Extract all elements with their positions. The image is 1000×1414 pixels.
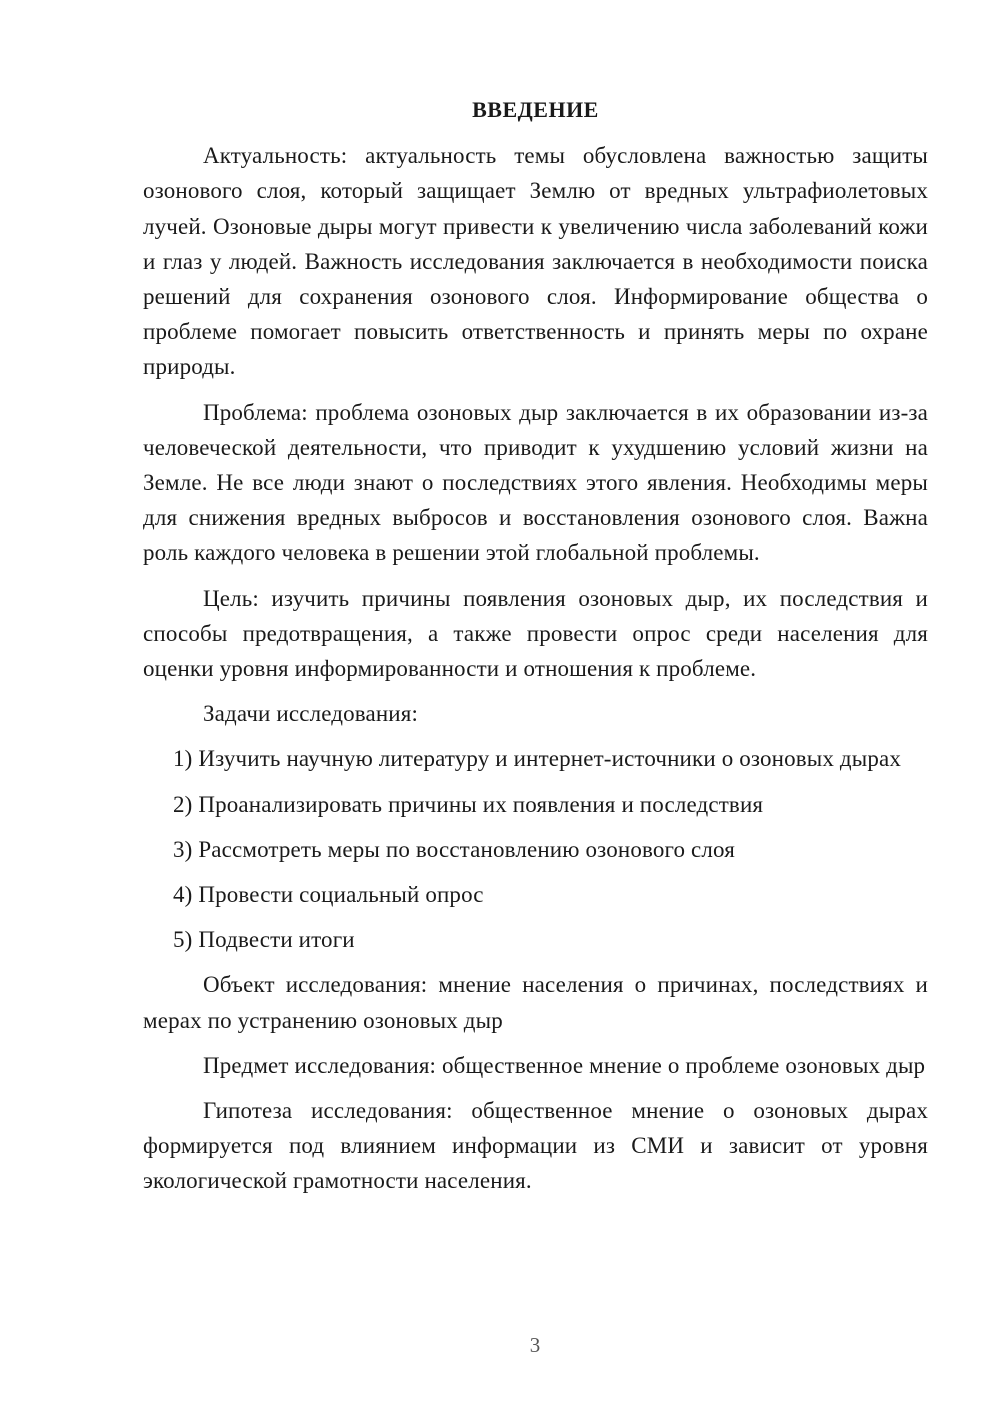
document-page (143, 92, 928, 1209)
task-item: 3) Рассмотреть меры по восстановлению озонового слоя (173, 836, 735, 862)
subject-paragraph: Предмет исследования: общественное мнение о проблеме озоновых дыр (203, 1052, 926, 1078)
section-title: ВВЕДЕНИЕ (472, 97, 599, 122)
relevance-paragraph: Актуальность: актуальность темы обусловлена важностью защиты озонового слоя, который защищает Землю от вредных ультрафиолетовых лучей. Озоновые дыры могут привести к увеличению числа заболеваний кожи и глаз у людей. Важность исследования заключается в необходимости поиска решений для сохранения озонового слоя. Информирование общества о проблеме помогает повысить ответственность и принять меры по охране природы. (143, 143, 928, 380)
object-paragraph: Объект исследования: мнение населения о причинах, последствиях и мерах по устранению озоновых дыр (143, 972, 928, 1033)
tasks-heading: Задачи исследования: (203, 701, 419, 727)
task-item: 2) Проанализировать причины их появления и последствия (173, 791, 764, 817)
hypothesis-paragraph: Гипотеза исследования: общественное мнение о озоновых дырах формируется под влиянием информации из СМИ и зависит от уровня экологической грамотности населения. (143, 1098, 928, 1194)
tasks-list (143, 741, 928, 957)
page-number: 3 (529, 1333, 541, 1357)
problem-paragraph: Проблема: проблема озоновых дыр заключается в их образовании из-за человеческой деятельности, что приводит к ухудшению условий жизни на Земле. Не все люди знают о последствиях этого явления. Необходимы меры для снижения вредных выбросов и восстановления озонового слоя. Важна роль каждого человека в решении этой глобальной проблемы. (143, 399, 928, 566)
task-item: 5) Подвести итоги (173, 927, 355, 953)
task-item: 1) Изучить научную литературу и интернет-источники о озоновых дырах (173, 746, 902, 772)
task-item: 4) Провести социальный опрос (173, 882, 484, 908)
goal-paragraph: Цель: изучить причины появления озоновых дыр, их последствия и способы предотвращения, а также провести опрос среди населения для оценки уровня информированности и отношения к проблеме. (143, 585, 928, 682)
